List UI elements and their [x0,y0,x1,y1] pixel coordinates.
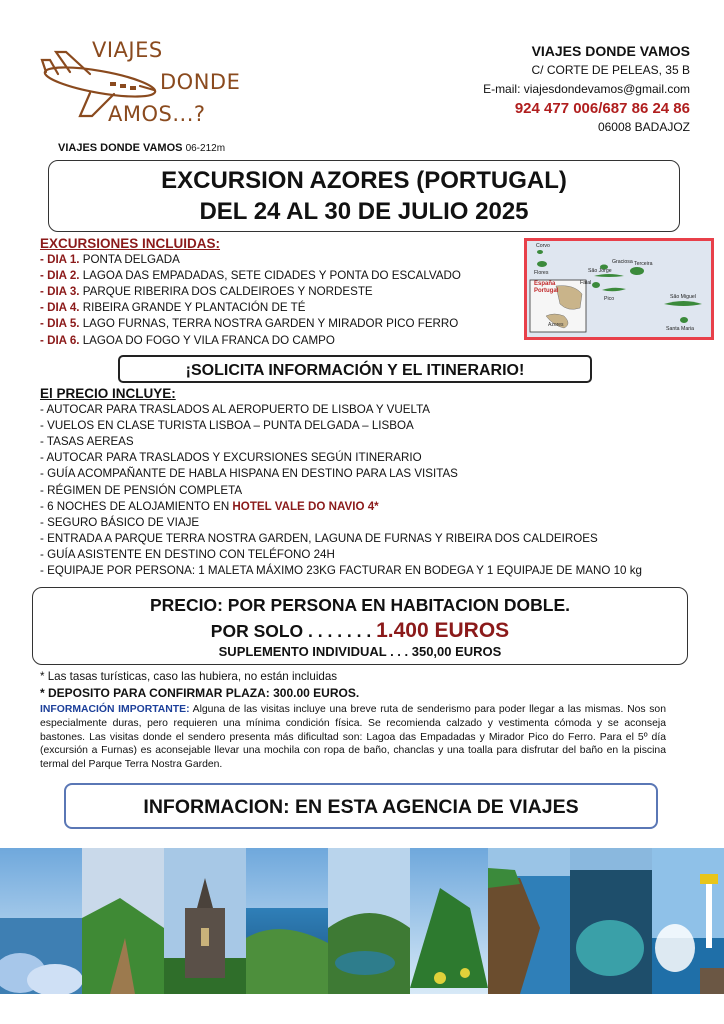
agency-address: C/ CORTE DE PELEAS, 35 B [531,63,690,77]
map-label: Pico [604,296,615,302]
include-item: - SEGURO BÁSICO DE VIAJE [40,515,200,529]
include-item: - GUÍA ASISTENTE EN DESTINO CON TELÉFONO 24H [40,547,335,561]
map-label: Portugal [534,288,559,294]
taxes-note: * Las tasas turísticas, caso las hubiera, no están incluidas [40,670,338,683]
map-label: São Jorge [588,268,612,274]
include-item: - GUÍA ACOMPAÑANTE DE HABLA HISPANA EN DESTINO PARA LAS VISITAS [40,467,458,481]
important-info-label: INFORMACIÓN IMPORTANTE: [40,704,190,715]
include-item: - AUTOCAR PARA TRASLADOS AL AEROPUERTO DE LISBOA Y VUELTA [40,403,431,417]
azores-map [524,238,714,340]
include-item-hotel: - 6 NOCHES DE ALOJAMIENTO EN HOTEL VALE DO NAVIO 4* [40,499,379,513]
price-box [32,587,688,665]
excursion-item: - DIA 1. PONTA DELGADA [40,253,180,267]
agency-info-banner: INFORMACION: EN ESTA AGENCIA DE VIAJES [64,783,658,829]
map-label: Terceira [634,261,653,267]
price-line1: PRECIO: POR PERSONA EN HABITACION DOBLE. [149,595,571,615]
agency-city: 06008 BADAJOZ [597,120,690,134]
include-item: - ENTRADA A PARQUE TERRA NOSTRA GARDEN, LAGUNA DE FURNAS Y RIBEIRA DOS CALDEIROES [40,531,598,545]
legal-name: VIAJES DONDE VAMOS [58,142,183,154]
map-label: Santa Maria [666,326,694,332]
map-label: Flores [534,270,549,276]
photo-tide-pool [570,848,652,994]
agency-email[interactable]: E-mail: viajesdondevamos@gmail.com [483,82,690,96]
photo-ridge-path [82,848,164,994]
photo-green-mountain [410,848,488,994]
agency-contact [483,42,690,137]
excursions-section [40,236,461,349]
legal-code: 06-212m [185,143,226,154]
include-item: - VUELOS EN CLASE TURISTA LISBOA – PUNTA DELGADA – LISBOA [40,419,414,433]
photo-strip [0,848,724,994]
notes-section [40,669,668,702]
price-line2: POR SOLO . . . . . . . 1.400 EUROS [210,619,510,642]
map-label: Graciosa [612,259,633,265]
logo-text-line3: AMOS...? [108,102,206,126]
photo-hydrangeas [0,848,83,994]
photo-crater-lake [328,848,410,994]
photo-coast [246,848,328,994]
title-line1: EXCURSION AZORES (PORTUGAL) [161,167,567,194]
hotel-name: HOTEL VALE DO NAVIO 4* [232,499,379,513]
photo-church [164,848,246,994]
include-item: - AUTOCAR PARA TRASLADOS Y EXCURSIONES SEGÚN ITINERARIO [40,451,422,465]
agency-phones[interactable]: 924 477 006/687 86 24 86 [514,100,690,117]
logo-text-line2: DONDE [160,70,241,94]
request-info-banner: ¡SOLICITA INFORMACIÓN Y EL ITINERARIO! [118,355,592,383]
single-supplement: SUPLEMENTO INDIVIDUAL . . . 350,00 EUROS [218,644,502,659]
logo-text-line1: VIAJES [92,38,163,62]
agency-logo [40,38,250,133]
legal-id [58,142,225,154]
deposit-note: * DEPOSITO PARA CONFIRMAR PLAZA: 300.00 EUROS. [40,686,360,700]
photo-cliff [488,848,570,994]
price-amount: 1.400 EUROS [376,619,510,642]
map-label: São Miguel [670,294,696,300]
map-label: Corvo [536,243,550,249]
excursion-item: - DIA 5. LAGO FURNAS, TERRA NOSTRA GARDEN Y MIRADOR PICO FERRO [40,317,459,331]
map-label: Faial [580,280,592,286]
excursions-heading: EXCURSIONES INCLUIDAS: [40,236,221,251]
excursion-item: - DIA 2. LAGOA DAS EMPADADAS, SETE CIDADES Y PONTA DO ESCALVADO [40,269,461,283]
important-info [40,703,666,772]
agency-name: VIAJES DONDE VAMOS [531,43,690,59]
include-item: - RÉGIMEN DE PENSIÓN COMPLETA [40,483,243,497]
excursion-item: - DIA 6. LAGOA DO FOGO Y VILA FRANCA DO CAMPO [40,333,335,347]
include-item: - TASAS AEREAS [40,435,134,449]
title-line2: DEL 24 AL 30 DE JULIO 2025 [199,198,529,225]
include-item: - EQUIPAJE POR PERSONA: 1 MALETA MÁXIMO 23KG FACTURAR EN BODEGA Y 1 EQUIPAJE DE MANO 10 kg [40,564,642,578]
includes-heading: El PRECIO INCLUYE: [40,386,176,401]
important-info-text: Alguna de las visitas incluye una breve ruta de senderismo para poder llegar a las mismas. Nos son especialmente duras, pero requieren una mínima condición física. Se recomienda calzado y vestimenta cómoda y se aconseja bastones. Las visitas donde el sendero presenta más dificultad son: Lagoa das Empadadas y Mirador Pico do Ferro. Para el 5º día (excursión a Furnas) es aconsejable llevar una mochila con ropa de baño, chanclas y una toalla para disfrutar del baño en la piscina termal del Parque Terra Nostra Garden. [40,704,666,771]
excursion-item: - DIA 4. RIBEIRA GRANDE Y PLANTACIÓN DE TÉ [40,301,306,315]
map-label: Azores [548,322,564,328]
photo-lighthouse [652,848,724,994]
map-label: España [534,281,556,287]
includes-section [40,386,642,579]
excursion-item: - DIA 3. PARQUE RIBERIRA DOS CALDEIROES Y NORDESTE [40,285,373,299]
title-box [48,160,680,232]
